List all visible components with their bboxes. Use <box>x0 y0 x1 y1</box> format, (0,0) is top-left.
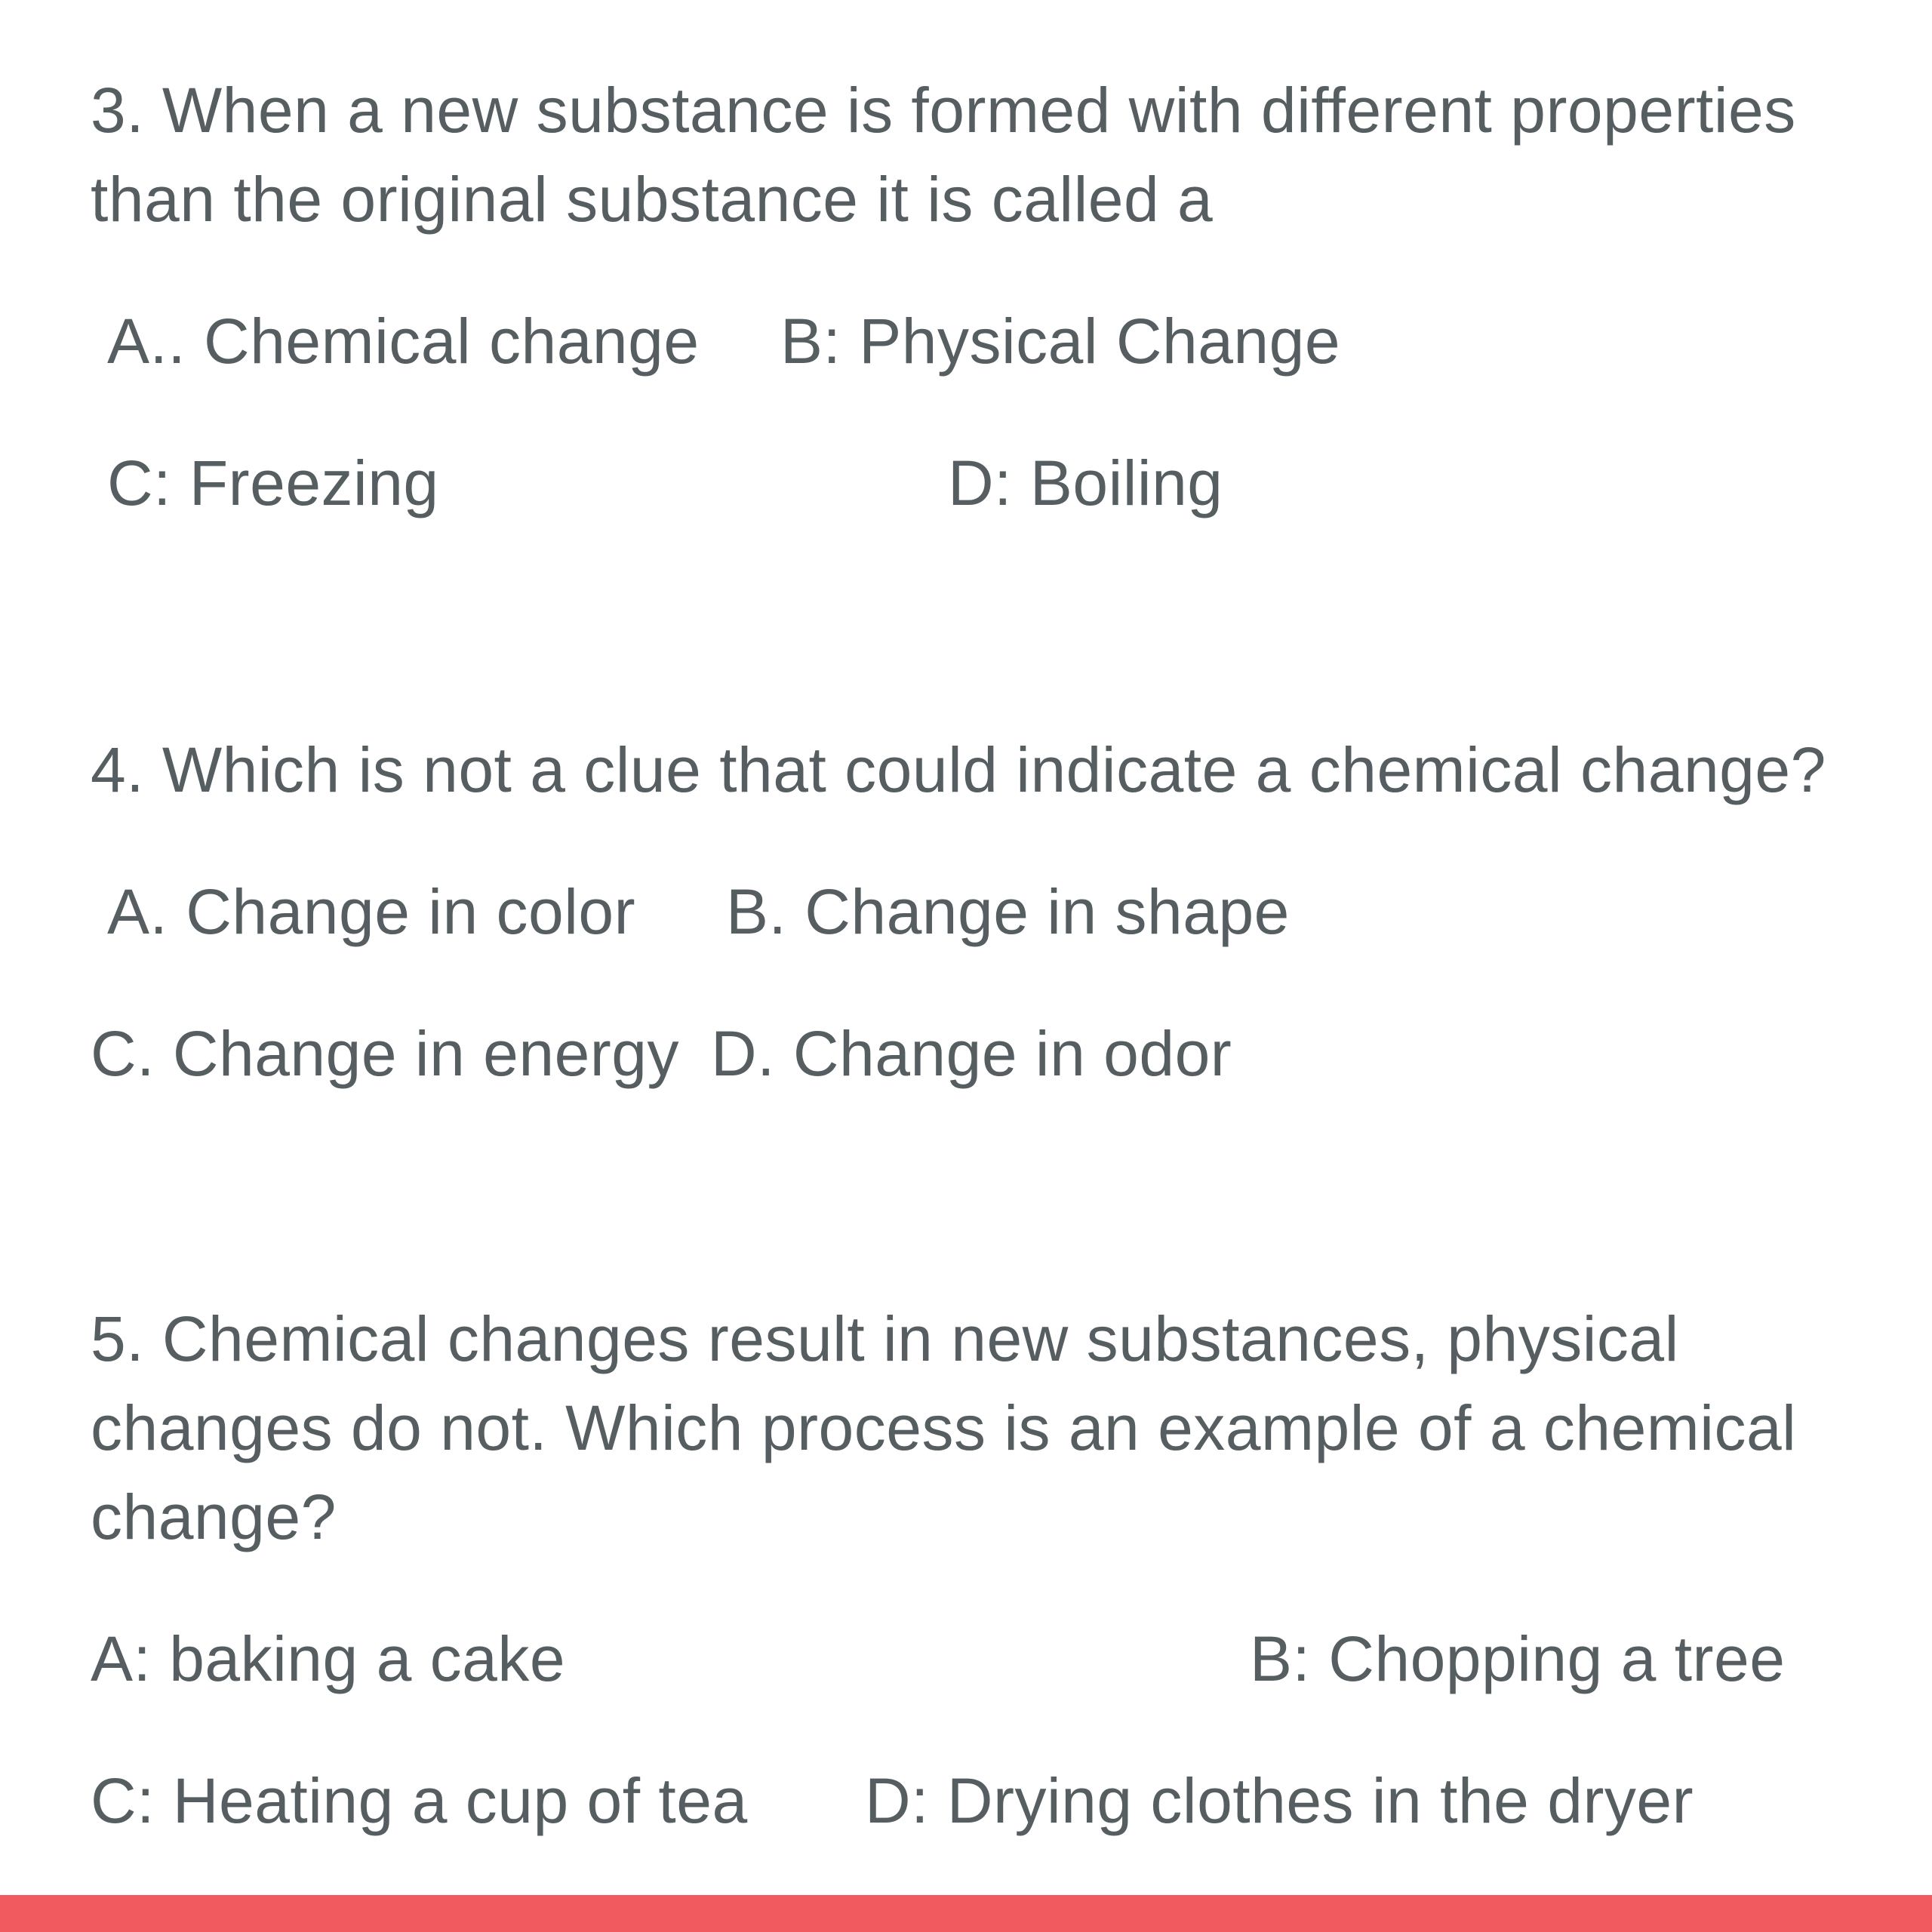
question-5-option-d: D: Drying clothes in the dryer <box>865 1765 1694 1836</box>
question-4-option-a: A. Change in color <box>107 876 636 947</box>
bottom-accent-bar <box>0 1895 1932 1932</box>
question-5-option-a: A: baking a cake <box>91 1623 566 1694</box>
question-3-prompt-line-1: 3. When a new substance is formed with different properties <box>91 75 1796 146</box>
question-3-option-d: D: Boiling <box>948 448 1223 518</box>
question-5-prompt-line-1: 5. Chemical changes result in new substances, physical <box>91 1303 1679 1374</box>
question-4-prompt-line-1: 4. Which is not a clue that could indicate a chemical change? <box>91 734 1826 805</box>
question-3-prompt-line-2: than the original substance it is called a <box>91 164 1214 235</box>
question-5-option-c: C: Heating a cup of tea <box>91 1765 748 1836</box>
question-4-option-d: D. Change in odor <box>711 1018 1232 1089</box>
question-5-prompt-line-3: change? <box>91 1481 337 1552</box>
question-4-option-c: C. Change in energy <box>91 1018 679 1089</box>
question-4-option-b: B. Change in shape <box>726 876 1290 947</box>
question-3-option-a: A.. Chemical change <box>107 306 700 377</box>
question-5-prompt-line-2: changes do not. Which process is an example of a chemical <box>91 1392 1797 1463</box>
question-3-option-b: B: Physical Change <box>780 306 1341 377</box>
question-5-option-b: B: Chopping a tree <box>1250 1623 1786 1694</box>
question-3-option-c: C: Freezing <box>107 448 439 518</box>
